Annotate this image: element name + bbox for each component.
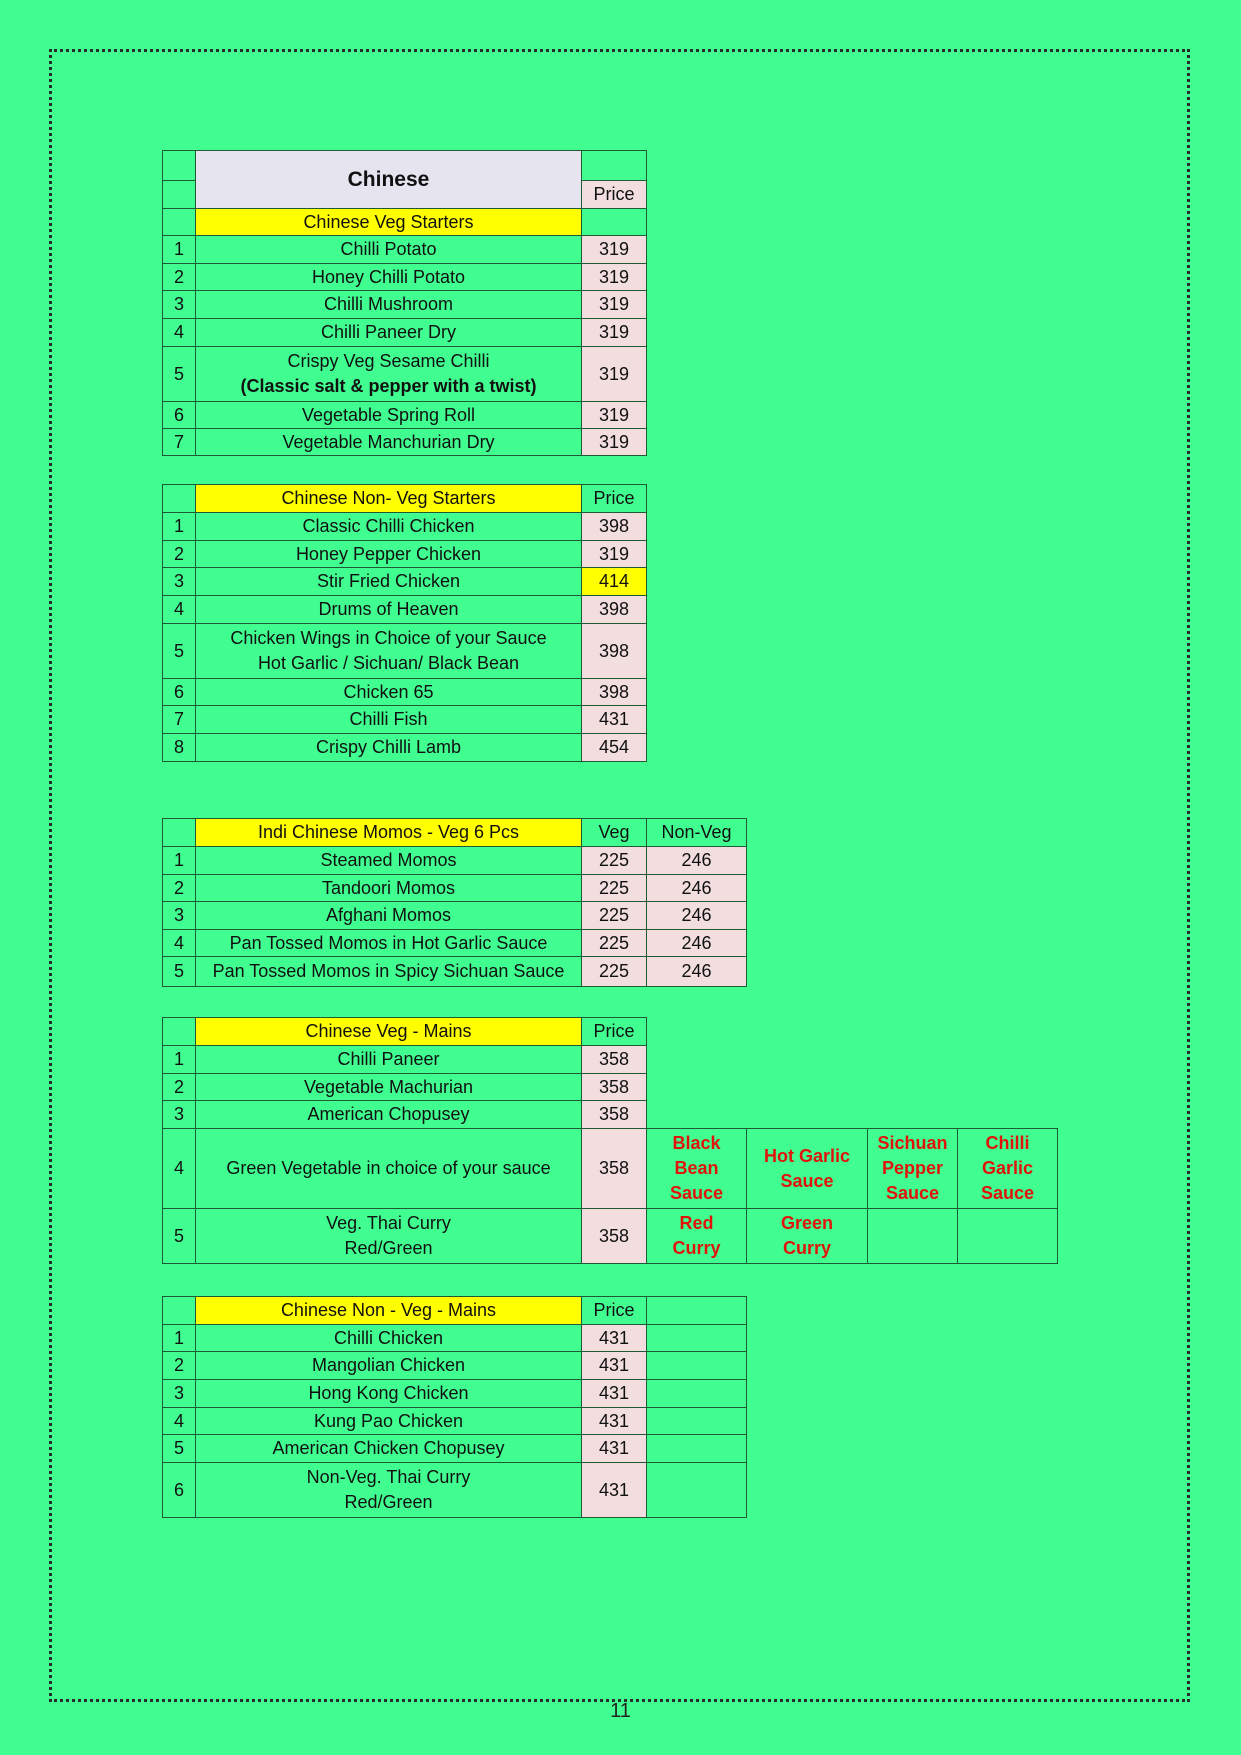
price-header: Price	[582, 1018, 647, 1046]
item-name: Vegetable Manchurian Dry	[196, 429, 582, 456]
item-price: 319	[582, 319, 647, 347]
table-row: 1 Chilli Potato 319	[163, 236, 647, 264]
item-name: Chilli Potato	[196, 236, 582, 264]
table-row: 1 Steamed Momos 225 246	[163, 847, 747, 875]
item-price: 358	[582, 1209, 647, 1264]
section-heading: Chinese Non - Veg - Mains	[196, 1297, 582, 1325]
item-name: Honey Pepper Chicken	[196, 541, 582, 568]
veg-price: 225	[582, 902, 647, 930]
item-price: 358	[582, 1046, 647, 1074]
table-row: 5 Crispy Veg Sesame Chilli (Classic salt & pepper with a twist) 319	[163, 347, 647, 402]
sauce-option-chilli-garlic: Chilli Garlic Sauce	[958, 1129, 1058, 1209]
item-name: Classic Chilli Chicken	[196, 513, 582, 541]
item-name: Green Vegetable in choice of your sauce	[196, 1129, 582, 1209]
price-header: Price	[582, 485, 647, 513]
item-price: 431	[582, 1352, 647, 1380]
nonveg-price-header: Non-Veg	[647, 819, 747, 847]
table-row: 3 American Chopusey 358	[163, 1101, 1058, 1129]
veg-price-header: Veg	[582, 819, 647, 847]
curry-option-green: Green Curry	[747, 1209, 868, 1264]
table-row: 3 Hong Kong Chicken 431	[163, 1380, 747, 1408]
table-row: 4 Green Vegetable in choice of your sauce 358 Black Bean Sauce Hot Garlic Sauce Sichuan Pepper Sauce Chilli Garlic Sauce	[163, 1129, 1058, 1209]
item-price: 398	[582, 679, 647, 706]
item-name: Vegetable Machurian	[196, 1074, 582, 1101]
page-number: 11	[610, 1700, 631, 1722]
item-name: Crispy Chilli Lamb	[196, 734, 582, 762]
item-price: 358	[582, 1074, 647, 1101]
nonveg-starters-table	[162, 484, 647, 762]
item-price: 398	[582, 624, 647, 679]
item-name: American Chicken Chopusey	[196, 1435, 582, 1463]
sauce-option-hot-garlic: Hot Garlic Sauce	[747, 1129, 868, 1209]
nonveg-price: 246	[647, 847, 747, 875]
table-row: 4 Chilli Paneer Dry 319	[163, 319, 647, 347]
table-row: 4 Kung Pao Chicken 431	[163, 1408, 747, 1435]
veg-price: 225	[582, 875, 647, 902]
item-name: Veg. Thai Curry Red/Green	[196, 1209, 582, 1264]
item-name: Vegetable Spring Roll	[196, 402, 582, 429]
item-price: 319	[582, 264, 647, 291]
item-name: Chicken 65	[196, 679, 582, 706]
item-name: Tandoori Momos	[196, 875, 582, 902]
item-price: 398	[582, 513, 647, 541]
table-row: 5 Pan Tossed Momos in Spicy Sichuan Sauce 225 246	[163, 957, 747, 987]
veg-price: 225	[582, 930, 647, 957]
item-price: 431	[582, 1380, 647, 1408]
item-price: 319	[582, 347, 647, 402]
item-price: 431	[582, 1463, 647, 1518]
item-price: 319	[582, 429, 647, 456]
item-price: 319	[582, 402, 647, 429]
table-row: 1 Chilli Chicken 431	[163, 1325, 747, 1352]
item-note: Hot Garlic / Sichuan/ Black Bean	[257, 653, 520, 673]
table-row: 2 Vegetable Machurian 358	[163, 1074, 1058, 1101]
table-row: 3 Afghani Momos 225 246	[163, 902, 747, 930]
veg-price: 225	[582, 847, 647, 875]
item-name: Chicken Wings in Choice of your Sauce Hot Garlic / Sichuan/ Black Bean	[196, 624, 582, 679]
item-price: 398	[582, 596, 647, 624]
item-name: Afghani Momos	[196, 902, 582, 930]
nonveg-mains-table	[162, 1296, 747, 1518]
table-row: 5 Chicken Wings in Choice of your Sauce Hot Garlic / Sichuan/ Black Bean 398	[163, 624, 647, 679]
price-header: Price	[582, 1297, 647, 1325]
item-name: Steamed Momos	[196, 847, 582, 875]
sauce-option-sichuan-pepper: Sichuan Pepper Sauce	[868, 1129, 958, 1209]
item-price: 431	[582, 1325, 647, 1352]
table-row: 6 Chicken 65 398	[163, 679, 647, 706]
item-name: Chilli Mushroom	[196, 291, 582, 319]
sauce-option-black-bean: Black Bean Sauce	[647, 1129, 747, 1209]
item-name: Chilli Fish	[196, 706, 582, 734]
item-name: Pan Tossed Momos in Spicy Sichuan Sauce	[196, 957, 582, 987]
section-heading: Chinese Veg - Mains	[196, 1018, 582, 1046]
item-price-highlighted: 414	[582, 568, 647, 596]
nonveg-price: 246	[647, 957, 747, 987]
table-row: 2 Honey Pepper Chicken 319	[163, 541, 647, 568]
item-name: Hong Kong Chicken	[196, 1380, 582, 1408]
table-row: 5 American Chicken Chopusey 431	[163, 1435, 747, 1463]
veg-starters-table	[162, 150, 647, 456]
item-price: 319	[582, 236, 647, 264]
section-heading: Indi Chinese Momos - Veg 6 Pcs	[196, 819, 582, 847]
page-title: Chinese	[196, 151, 582, 209]
table-row: 7 Vegetable Manchurian Dry 319	[163, 429, 647, 456]
item-name: Stir Fried Chicken	[196, 568, 582, 596]
item-price: 358	[582, 1101, 647, 1129]
item-name: Crispy Veg Sesame Chilli (Classic salt & pepper with a twist)	[196, 347, 582, 402]
item-price: 431	[582, 706, 647, 734]
table-row: 1 Chilli Paneer 358	[163, 1046, 1058, 1074]
momos-table	[162, 818, 747, 987]
item-name: Chilli Chicken	[196, 1325, 582, 1352]
header-row	[163, 151, 647, 181]
price-header: Price	[582, 181, 647, 209]
item-price: 431	[582, 1435, 647, 1463]
nonveg-price: 246	[647, 875, 747, 902]
item-name: Non-Veg. Thai Curry Red/Green	[196, 1463, 582, 1518]
item-note: Red/Green	[344, 1238, 433, 1258]
table-row: 6 Vegetable Spring Roll 319	[163, 402, 647, 429]
item-price: 454	[582, 734, 647, 762]
item-price: 319	[582, 291, 647, 319]
item-name: Chilli Paneer	[196, 1046, 582, 1074]
item-name: Drums of Heaven	[196, 596, 582, 624]
item-name: Honey Chilli Potato	[196, 264, 582, 291]
table-row: 4 Drums of Heaven 398	[163, 596, 647, 624]
section-heading: Chinese Veg Starters	[196, 209, 582, 236]
table-row: 8 Crispy Chilli Lamb 454	[163, 734, 647, 762]
item-name: Kung Pao Chicken	[196, 1408, 582, 1435]
table-row: 6 Non-Veg. Thai Curry Red/Green 431	[163, 1463, 747, 1518]
item-note: (Classic salt & pepper with a twist)	[240, 376, 537, 396]
table-row: 2 Tandoori Momos 225 246	[163, 875, 747, 902]
table-row: 3 Stir Fried Chicken 414	[163, 568, 647, 596]
item-name: Chilli Paneer Dry	[196, 319, 582, 347]
table-row: 7 Chilli Fish 431	[163, 706, 647, 734]
item-name: Mangolian Chicken	[196, 1352, 582, 1380]
nonveg-price: 246	[647, 902, 747, 930]
nonveg-price: 246	[647, 930, 747, 957]
item-price: 319	[582, 541, 647, 568]
item-price: 431	[582, 1408, 647, 1435]
curry-option-red: Red Curry	[647, 1209, 747, 1264]
table-row: 3 Chilli Mushroom 319	[163, 291, 647, 319]
table-row: 4 Pan Tossed Momos in Hot Garlic Sauce 225 246	[163, 930, 747, 957]
item-name: American Chopusey	[196, 1101, 582, 1129]
item-note: Red/Green	[344, 1492, 433, 1512]
veg-price: 225	[582, 957, 647, 987]
table-row: 1 Classic Chilli Chicken 398	[163, 513, 647, 541]
item-price: 358	[582, 1129, 647, 1209]
veg-mains-table	[162, 1017, 1058, 1264]
section-heading: Chinese Non- Veg Starters	[196, 485, 582, 513]
table-row: 2 Mangolian Chicken 431	[163, 1352, 747, 1380]
item-name: Pan Tossed Momos in Hot Garlic Sauce	[196, 930, 582, 957]
table-row: 2 Honey Chilli Potato 319	[163, 264, 647, 291]
table-row: 5 Veg. Thai Curry Red/Green 358 Red Curry Green Curry	[163, 1209, 1058, 1264]
